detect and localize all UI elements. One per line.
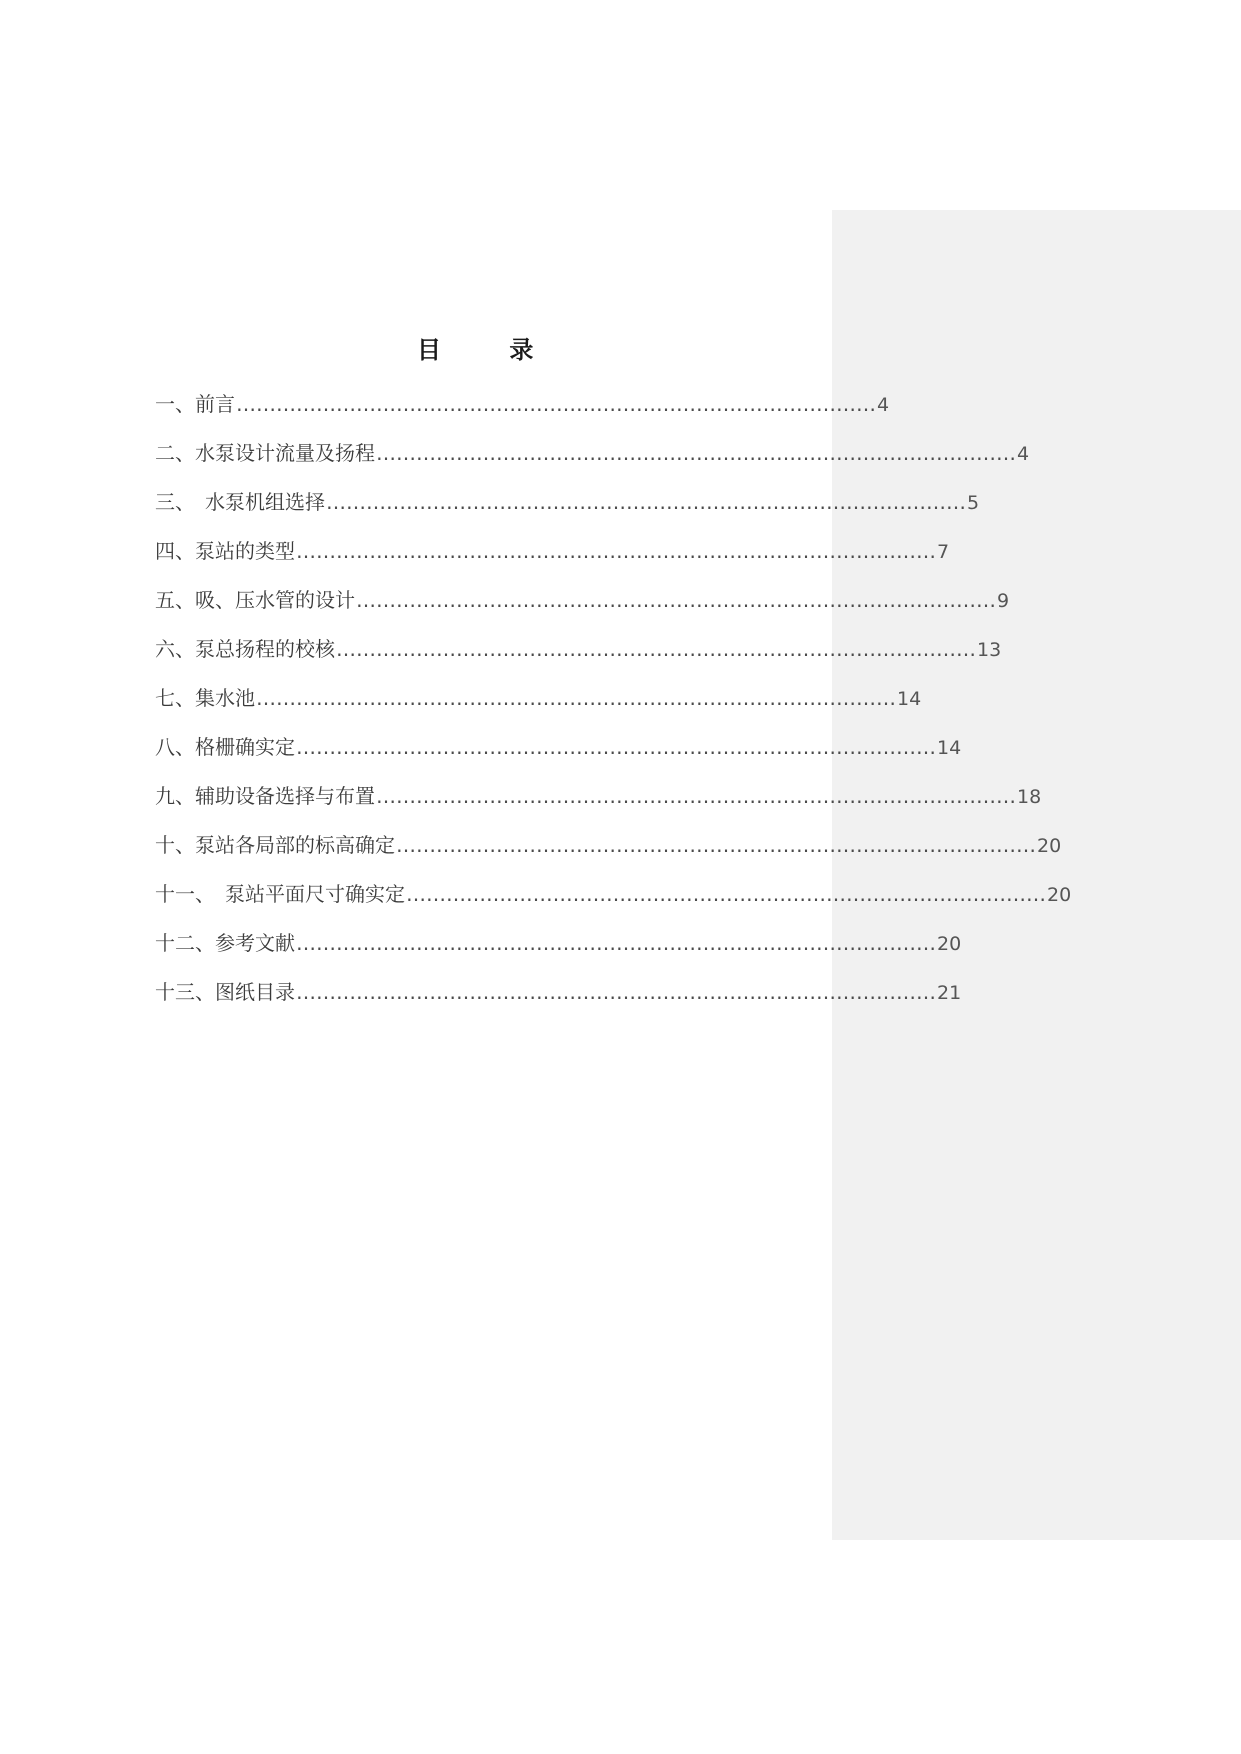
toc-entry-label: 一、前言 <box>155 392 235 416</box>
toc-entry[interactable] <box>155 927 962 957</box>
toc-entry[interactable] <box>155 437 1030 467</box>
toc-entry-label: 十三、图纸目录 <box>155 980 295 1004</box>
toc-entry-label: 五、吸、压水管的设计 <box>155 588 355 612</box>
toc-dot-leader: …………………………………………………………………………………… <box>256 686 896 710</box>
toc-entry-page-number: 9 <box>997 590 1010 612</box>
toc-entry-label: 十一、 泵站平面尺寸确实定 <box>155 882 405 906</box>
toc-entry-page-number: 7 <box>937 541 950 563</box>
toc-entry-label: 三、 水泵机组选择 <box>155 490 325 514</box>
toc-entry[interactable] <box>155 780 1042 810</box>
toc-dot-leader: …………………………………………………………………………………… <box>236 392 876 416</box>
toc-entry[interactable] <box>155 535 950 565</box>
toc-entry-page-number: 13 <box>977 639 1002 661</box>
toc-dot-leader: …………………………………………………………………………………… <box>296 931 936 955</box>
toc-entry-page-number: 20 <box>1047 884 1072 906</box>
toc-dot-leader: …………………………………………………………………………………… <box>296 735 936 759</box>
toc-entry-page-number: 4 <box>877 394 890 416</box>
toc-entry-label: 十二、参考文献 <box>155 931 295 955</box>
toc-dot-leader: …………………………………………………………………………………… <box>376 784 1016 808</box>
toc-entry[interactable] <box>155 731 962 761</box>
toc-entry-page-number: 20 <box>1037 835 1062 857</box>
toc-entry-page-number: 21 <box>937 982 962 1004</box>
toc-entry[interactable] <box>155 633 1002 663</box>
toc-entry-label: 七、集水池 <box>155 686 255 710</box>
toc-entry-page-number: 14 <box>937 737 962 759</box>
toc-entry-page-number: 14 <box>897 688 922 710</box>
toc-entry[interactable] <box>155 388 890 418</box>
toc-dot-leader: …………………………………………………………………………………… <box>326 490 966 514</box>
toc-entry-page-number: 4 <box>1017 443 1030 465</box>
toc-dot-leader: …………………………………………………………………………………… <box>406 882 1046 906</box>
toc-dot-leader: …………………………………………………………………………………… <box>376 441 1016 465</box>
toc-entry[interactable] <box>155 486 980 516</box>
toc-entry[interactable] <box>155 682 922 712</box>
toc-dot-leader: …………………………………………………………………………………… <box>336 637 976 661</box>
toc-entry-page-number: 18 <box>1017 786 1042 808</box>
toc-title: 目 录 <box>417 335 564 364</box>
toc-dot-leader: …………………………………………………………………………………… <box>296 980 936 1004</box>
toc-entry-label: 十、泵站各局部的标高确定 <box>155 833 395 857</box>
toc-entry-label: 九、辅助设备选择与布置 <box>155 784 375 808</box>
toc-dot-leader: …………………………………………………………………………………… <box>396 833 1036 857</box>
toc-entry-label: 六、泵总扬程的校核 <box>155 637 335 661</box>
toc-entry[interactable] <box>155 878 1072 908</box>
toc-entry-label: 二、水泵设计流量及扬程 <box>155 441 375 465</box>
toc-dot-leader: …………………………………………………………………………………… <box>296 539 936 563</box>
toc-dot-leader: …………………………………………………………………………………… <box>356 588 996 612</box>
toc-entry[interactable] <box>155 976 962 1006</box>
toc-entry[interactable] <box>155 829 1062 859</box>
toc-entry-label: 四、泵站的类型 <box>155 539 295 563</box>
comment-margin-pane <box>832 210 1241 1540</box>
toc-entry-page-number: 5 <box>967 492 980 514</box>
toc-entry[interactable] <box>155 584 1010 614</box>
toc-entry-page-number: 20 <box>937 933 962 955</box>
toc-entry-label: 八、格栅确实定 <box>155 735 295 759</box>
